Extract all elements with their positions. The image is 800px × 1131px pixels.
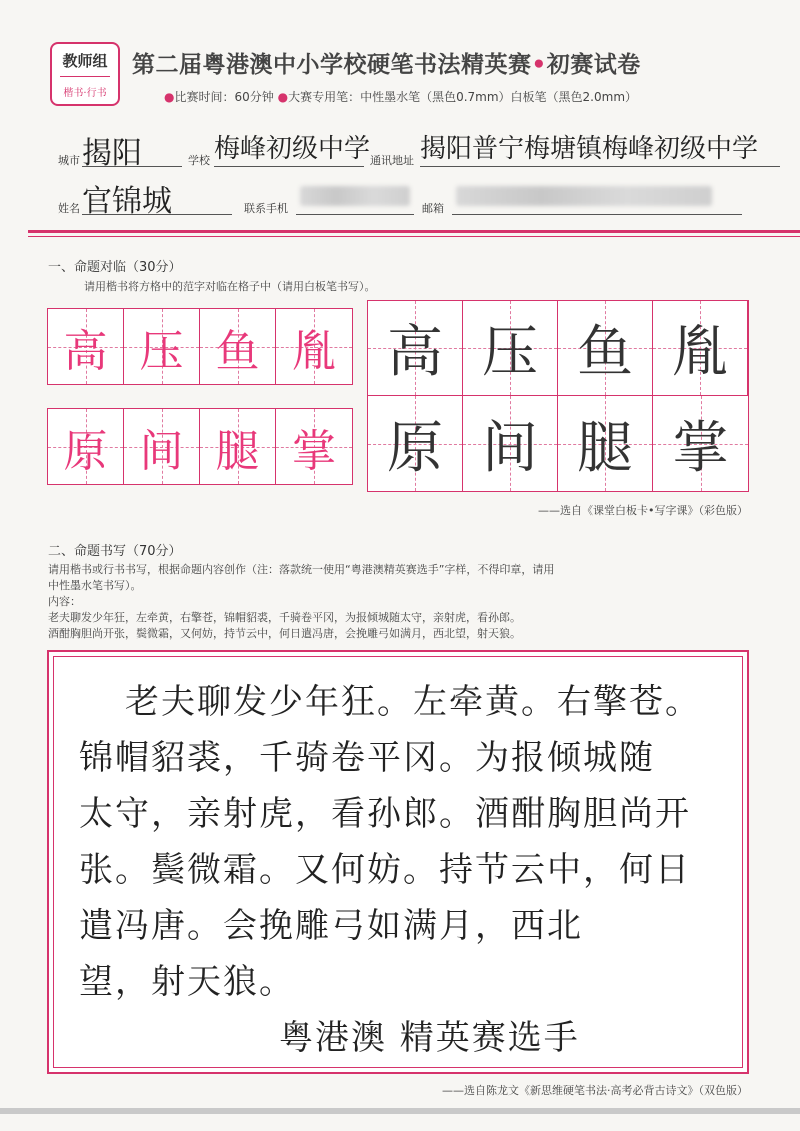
model-cell <box>48 309 124 384</box>
writing-area[interactable] <box>47 650 749 1074</box>
bullet-icon: ● <box>164 90 175 104</box>
address-field[interactable]: 揭阳普宁梅塘镇梅峰初级中学 <box>420 128 780 167</box>
content-line-1: 老夫聊发少年狂，左牵黄，右擎苍，锦帽貂裘，千骑卷平冈，为报倾城随太守，亲射虎，看孙郎。 <box>48 611 521 624</box>
redacted-email <box>456 186 712 206</box>
model-cell <box>124 409 200 484</box>
model-char: 腿 <box>215 425 260 477</box>
page-title <box>132 46 641 79</box>
copy-cell[interactable] <box>463 301 558 396</box>
section2-heading: 二、命题书写（70分） <box>48 544 182 559</box>
copy-char: 原 <box>387 415 443 481</box>
copy-grid[interactable] <box>367 300 749 492</box>
copy-cell[interactable] <box>558 301 653 396</box>
city-field[interactable]: 揭阳 <box>82 128 182 167</box>
model-char: 掌 <box>292 425 336 477</box>
copy-char: 腿 <box>577 415 633 481</box>
model-char: 压 <box>139 325 184 377</box>
model-cell <box>200 409 276 484</box>
copy-cell[interactable] <box>653 301 748 396</box>
exam-pen: 大赛专用笔：中性墨水笔（黑色0.7mm）白板笔（黑色2.0mm） <box>288 90 638 104</box>
name-field[interactable]: 官锦城 <box>82 176 232 215</box>
model-cell <box>276 309 352 384</box>
model-grid-row2 <box>47 408 353 485</box>
section2-credit: ——选自陈龙文《新思维硬笔书法·高考必背古诗文》（双色版） <box>442 1084 748 1097</box>
model-cell <box>124 309 200 384</box>
model-grid-row1 <box>47 308 353 385</box>
title-main: 第二届粤港澳中小学校硬笔书法精英赛 <box>132 52 532 78</box>
handwriting-line: 老夫聊发少年狂。左牵黄。右擎苍。 <box>125 682 701 722</box>
group-badge <box>50 42 120 106</box>
handwriting-line: 望，射天狼。 <box>79 962 295 1002</box>
copy-char: 高 <box>387 320 443 385</box>
model-char: 高 <box>63 325 108 377</box>
bullet-icon: ● <box>277 90 289 104</box>
school-field[interactable]: 梅峰初级中学 <box>214 128 364 167</box>
content-label: 内容： <box>48 595 81 608</box>
name-label: 姓名 <box>58 202 80 215</box>
section-divider-thin <box>28 236 800 237</box>
handwriting-line: 太守，亲射虎，看孙郎。酒酣胸胆尚开 <box>79 794 691 834</box>
copy-char: 掌 <box>672 415 729 481</box>
email-label: 邮箱 <box>422 202 444 215</box>
section1-credit: ——选自《课堂白板卡•写字课》（彩色版） <box>538 504 748 517</box>
copy-cell[interactable] <box>368 396 463 491</box>
copy-cell[interactable] <box>368 301 463 396</box>
model-char: 原 <box>63 425 108 477</box>
model-char: 鱼 <box>215 325 260 377</box>
copy-char: 间 <box>482 415 538 481</box>
content-line-2: 酒酣胸胆尚开张，鬓微霜，又何妨，持节云中，何日遣冯唐，会挽雕弓如满月，西北望，射天狼。 <box>48 627 521 640</box>
section2-instruction-2: 中性墨水笔书写）。 <box>48 579 142 592</box>
exam-info <box>164 88 637 105</box>
model-char: 间 <box>139 425 184 477</box>
model-cell <box>200 309 276 384</box>
bottom-edge <box>0 1108 800 1114</box>
city-label: 城市 <box>58 154 80 167</box>
signature: 粤港澳 精英赛选手 <box>279 1018 580 1058</box>
section1-instruction: 请用楷书将方格中的范字对临在格子中（请用白板笔书写）。 <box>84 280 376 293</box>
badge-divider <box>60 76 110 77</box>
email-field[interactable] <box>452 180 742 215</box>
title-separator: • <box>531 52 547 78</box>
section-divider <box>28 230 800 233</box>
school-label: 学校 <box>188 154 210 167</box>
model-cell <box>276 409 352 484</box>
copy-cell[interactable] <box>558 396 653 491</box>
copy-cell[interactable] <box>463 396 558 491</box>
redacted-phone <box>300 186 410 206</box>
handwriting-line: 张。鬓微霜。又何妨。持节云中，何日 <box>79 850 691 890</box>
copy-char: 压 <box>482 320 538 385</box>
badge-group-label: 教师组 <box>62 52 108 70</box>
section2-instruction-1: 请用楷书或行书书写，根据命题内容创作（注：落款统一使用“粤港澳精英赛选手”字样，不得印章，请用 <box>48 563 555 576</box>
copy-cell[interactable] <box>653 396 748 491</box>
phone-label: 联系手机 <box>244 202 288 215</box>
address-label: 通讯地址 <box>370 154 414 167</box>
handwriting-line: 锦帽貂裘，千骑卷平冈。为报倾城随 <box>79 738 655 778</box>
copy-char: 胤 <box>672 320 728 385</box>
model-cell <box>48 409 124 484</box>
phone-field[interactable] <box>296 180 414 215</box>
handwriting-line: 遣冯唐。会挽雕弓如满月，西北 <box>79 906 583 946</box>
exam-time: 比赛时间：60分钟 <box>174 90 274 104</box>
title-tail: 初赛试卷 <box>546 52 641 78</box>
copy-char: 鱼 <box>577 320 633 385</box>
section1-heading: 一、命题对临（30分） <box>48 260 182 275</box>
badge-script-label: 楷书·行书 <box>63 88 107 99</box>
model-char: 胤 <box>292 325 336 377</box>
